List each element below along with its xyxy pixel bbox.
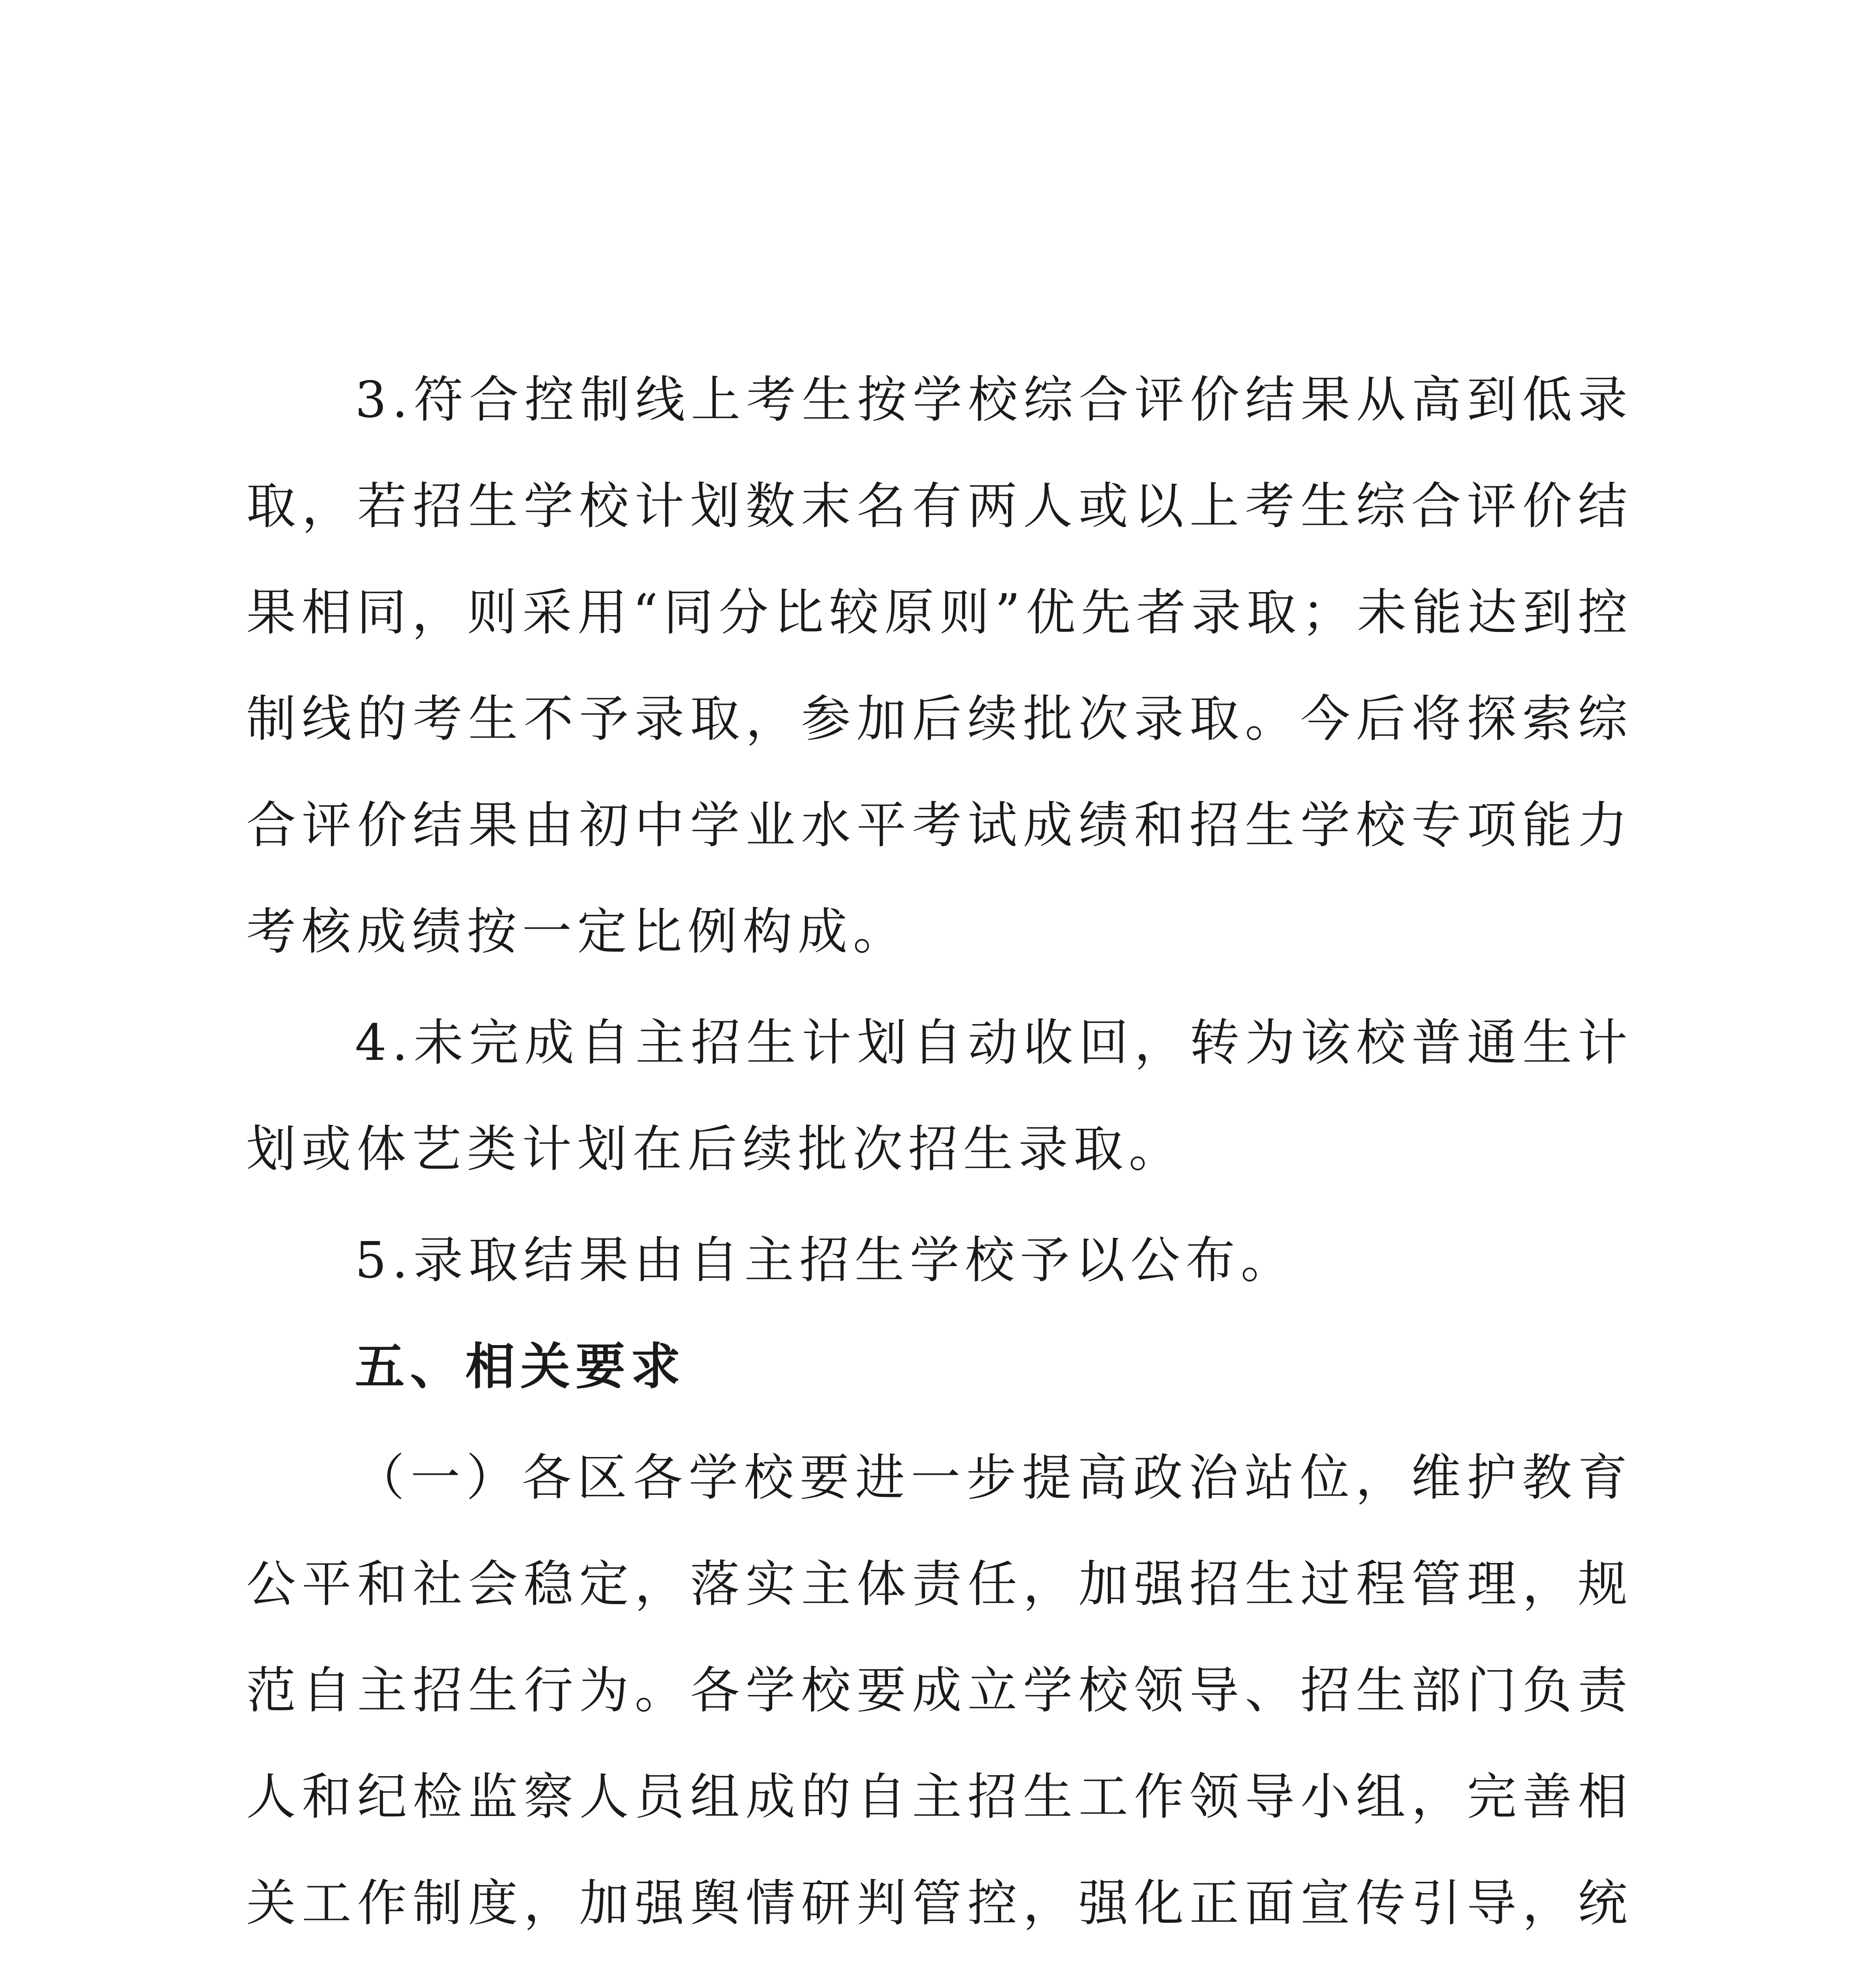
paragraph-admission-rule-5: 5.录取结果由自主招生学校予以公布。 bbox=[355, 1231, 1296, 1289]
paragraph-requirement-1: （一）各区各学校要进一步提高政治站位，维护教育公平和社会稳定，落实主体责任，加强招生过程管理，规范自主招生行为。各学校要成立学校领导、招生部门负责人和纪检监察人员组成的自主招生工作领导小组，完善相关工作制度，加强舆情研判管控，强化正面宣传引导，统 bbox=[246, 1449, 1633, 1932]
paragraph-admission-rule-4: 4.未完成自主招生计划自动收回，转为该校普通生计划或体艺类计划在后续批次招生录取。 bbox=[246, 1014, 1633, 1178]
section-heading-requirements: 五、相关要求 bbox=[355, 1338, 686, 1396]
paragraph-admission-rule-3: 3.符合控制线上考生按学校综合评价结果从高到低录取，若招生学校计划数末名有两人或以上考生综合评价结果相同，则采用“同分比较原则”优先者录取；未能达到控制线的考生不予录取，参加后续批次录取。今后将探索综合评价结果由初中学业水平考试成绩和招生学校专项能力考核成绩按一定比例构成。 bbox=[246, 371, 1633, 961]
document-body bbox=[246, 347, 1633, 1970]
